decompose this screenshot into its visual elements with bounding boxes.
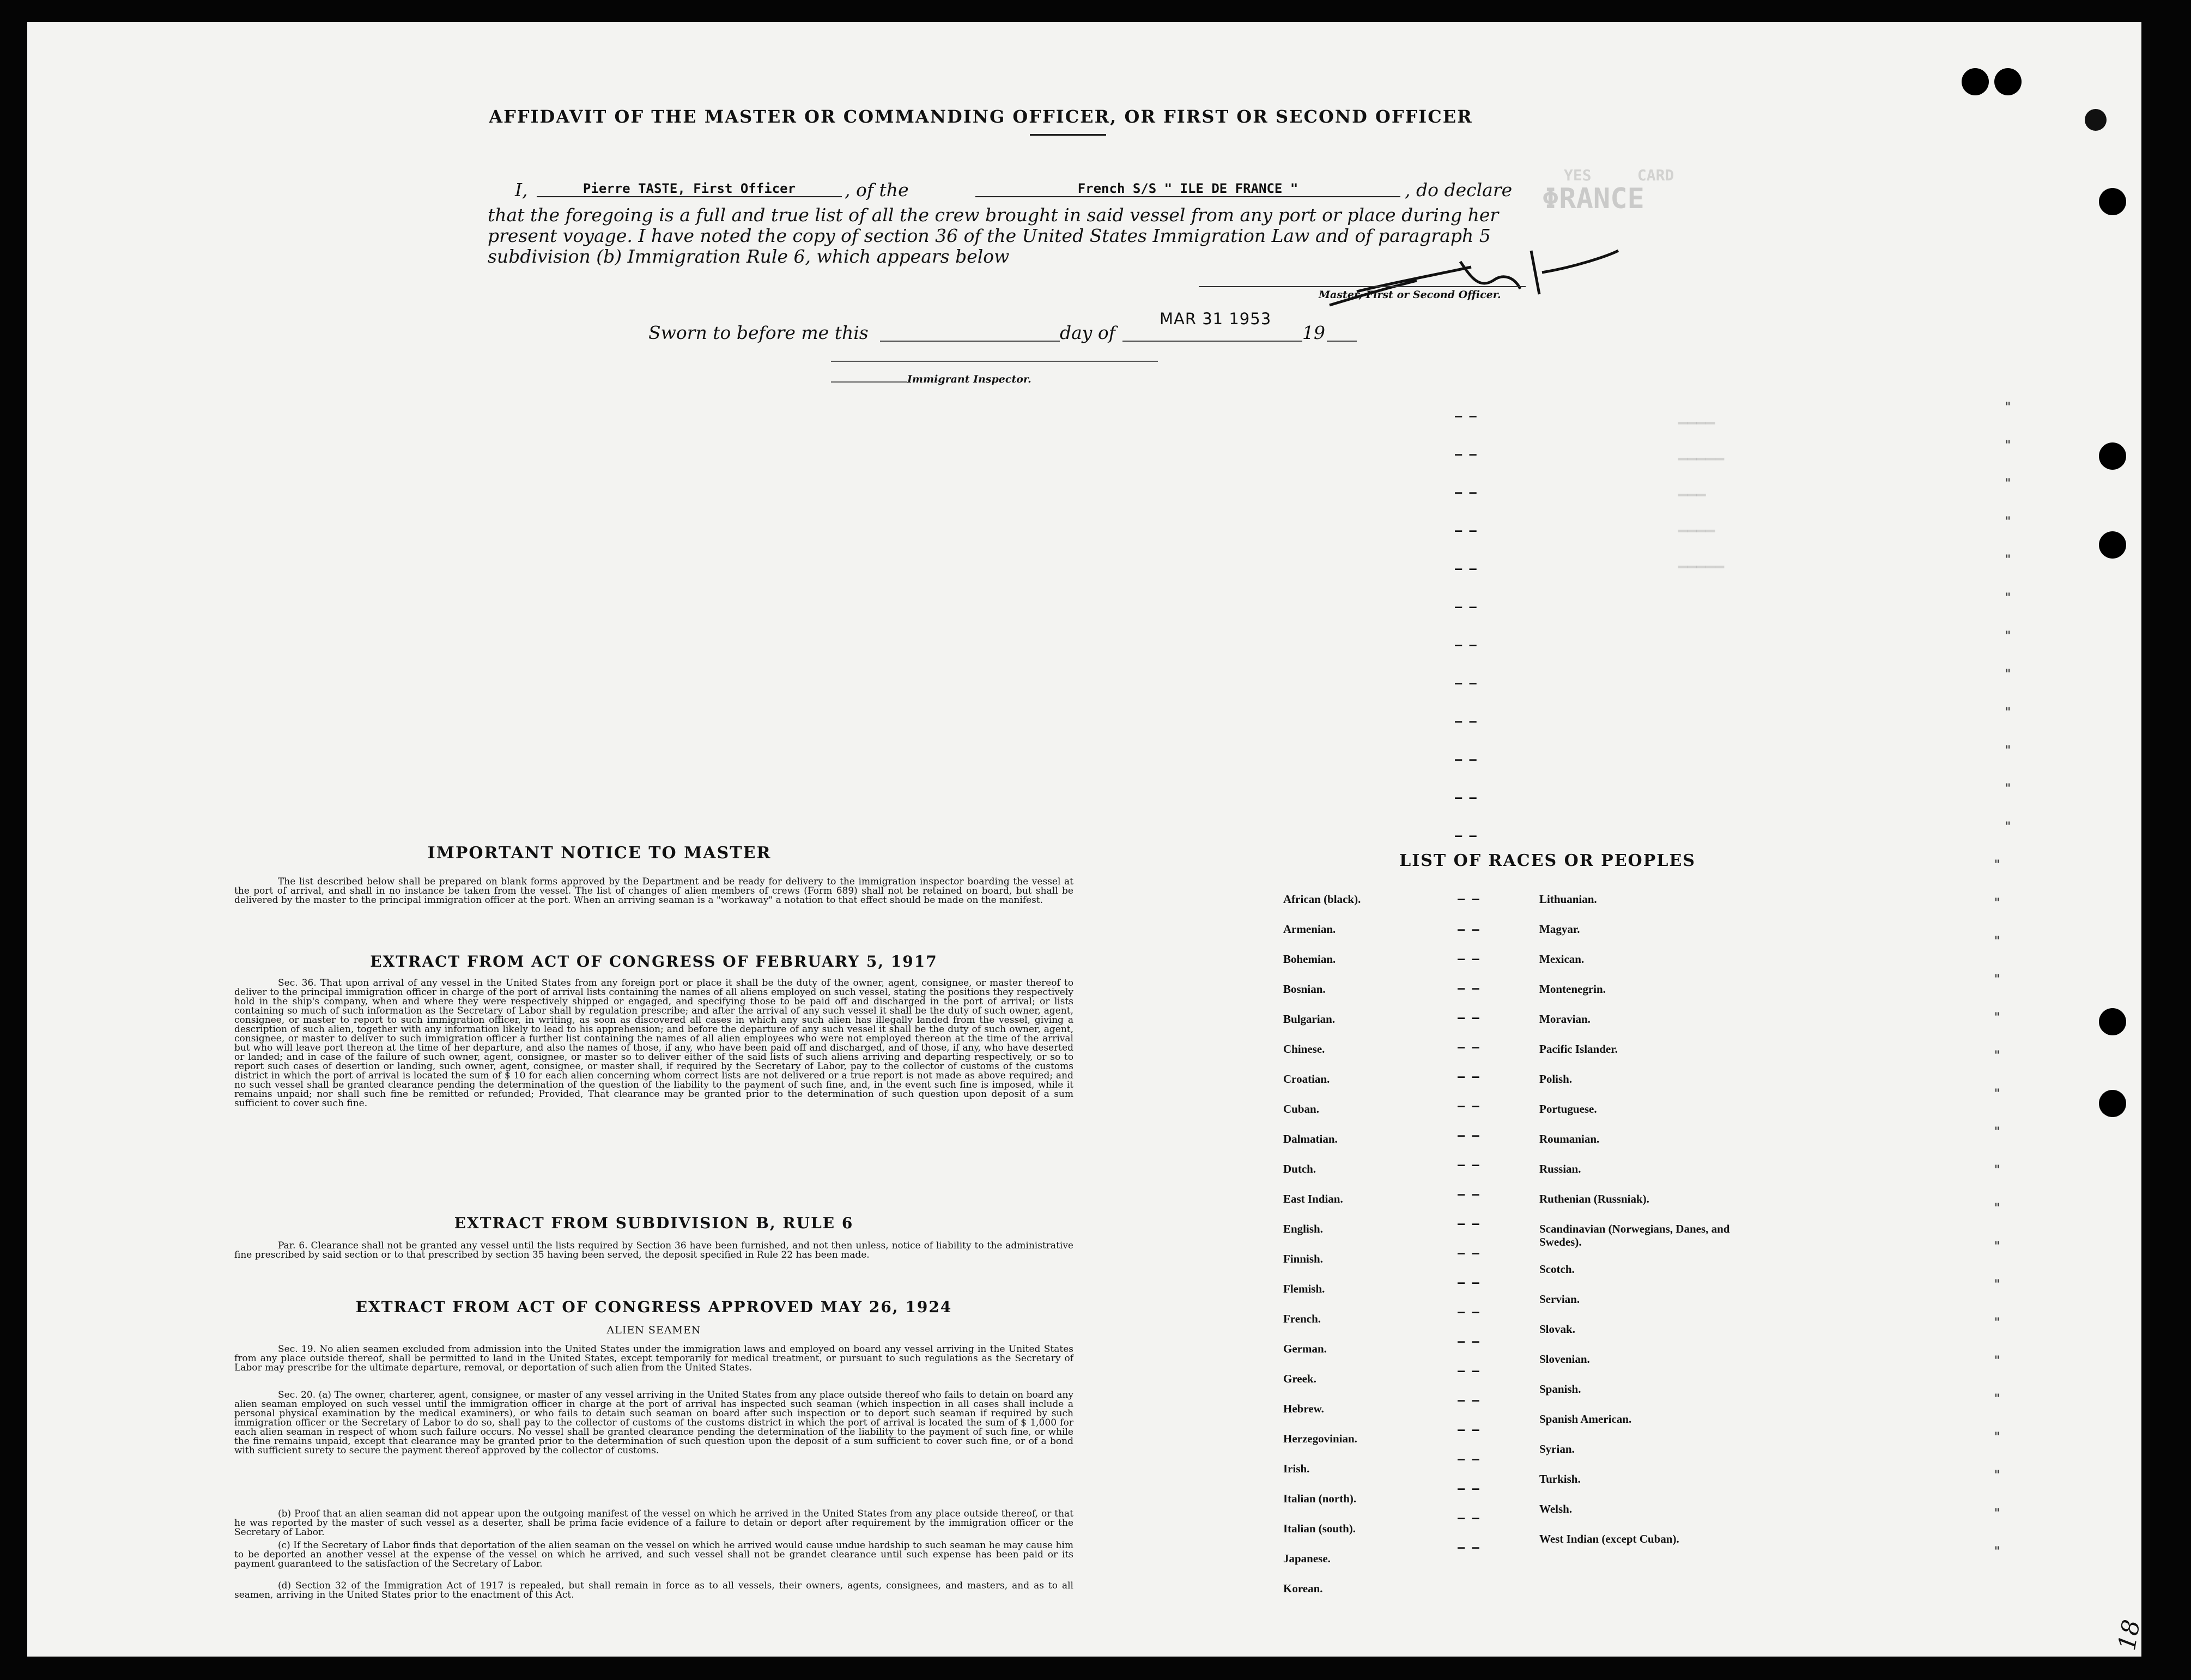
dash-mark: – – [1458,1247,1479,1260]
dash-mark: – – [1458,1217,1479,1231]
ditto-mark: " [1994,858,2000,872]
ditto-mark: " [2005,439,2011,452]
race-item: Japanese. [1283,1552,1331,1565]
race-item: West Indian (except Cuban). [1539,1532,1679,1545]
ditto-mark: " [2005,820,2011,834]
ditto-mark: " [1994,1011,2000,1024]
race-item: German. [1283,1342,1327,1355]
dash-mark: – – [1455,791,1477,805]
race-item: Bosnian. [1283,982,1326,996]
ditto-mark: " [2005,515,2011,529]
dash-mark: – – [1455,562,1477,576]
race-item: Lithuanian. [1539,893,1597,906]
year-line [1327,341,1357,342]
ditto-mark: " [1994,973,2000,986]
dash-mark: – – [1455,753,1477,767]
punch-hole [1994,68,2022,95]
declaration-do-declare: , do declare [1405,179,1513,201]
year-prefix: 19 [1302,322,1325,343]
faint-stamp: ΦRANCE [1542,183,1644,215]
punch-hole [2099,1008,2126,1035]
inspector-signature-line [831,361,1158,362]
punch-hole [2085,109,2107,131]
ditto-mark: " [2005,591,2011,605]
race-item: Ruthenian (Russniak). [1539,1192,1649,1205]
signature-mark [1324,229,1629,322]
ditto-mark: " [2005,629,2011,643]
extract-1924-sec20b: (b) Proof that an alien seaman did not appear upon the outgoing manifest of the vessel on which he arrived in the United States from any place outside thereof, or that he was reported by the master of such vessel as a deserter, shall be prima facie evidence of a failure to detain or deport after requirement by the immigration officer or the Secretary of Labor. [234,1508,1073,1538]
ditto-mark: " [1994,1278,2000,1291]
notice-title: IMPORTANT NOTICE TO MASTER [427,844,772,863]
race-item: Italian (south). [1283,1522,1356,1535]
signature-line [1199,286,1526,287]
race-item: Servian. [1539,1293,1580,1306]
dash-mark: – – [1458,1453,1479,1466]
dash-mark: – – [1458,1512,1479,1525]
race-item: Magyar. [1539,923,1580,936]
ditto-mark: " [2005,782,2011,796]
race-item: Armenian. [1283,923,1336,936]
extract-rule6-body: Par. 6. Clearance shall not be granted any vessel until the lists required by Section 36 have been furnished, and not then unless, notice of liability to the administrative fine prescribed by said section or to that prescribed by section 35 having been served, the deposit specified in Rule 22 has been made. [234,1240,1073,1260]
dash-mark: – – [1458,1335,1479,1349]
ditto-mark: " [1994,1125,2000,1139]
ditto-mark: " [1994,1545,2000,1558]
ditto-mark: " [2005,401,2011,414]
declaration-i: I, [515,179,528,201]
dash-mark: – – [1455,524,1477,538]
race-item: Moravian. [1539,1012,1591,1026]
sworn-label: Sworn to before me this [648,322,869,343]
ditto-mark: " [1994,1202,2000,1215]
officer-title-label: Master, First or Second Officer. [1319,289,1501,301]
dash-mark: – – [1458,1129,1479,1143]
dash-mark: – – [1455,601,1477,614]
race-item: Syrian. [1539,1442,1575,1455]
dash-mark: – – [1458,1159,1479,1172]
extract-1924-sec20c: (c) If the Secretary of Labor finds that deportation of the alien seaman on the vessel on which he arrived would cause undue hardship to such seaman he may cause him to be deported an another vessel at the expense of the vessel on which he arrived, and such vessel shall not be grandet clearance until such expense has been paid or its payment guaranteed to the satisfaction of the Secretary of Labor. [234,1540,1073,1569]
declaration-of-the: , of the [845,179,909,201]
race-item: Finnish. [1283,1252,1323,1265]
race-item: Hebrew. [1283,1402,1324,1415]
ditto-mark: " [2005,668,2011,681]
race-item: Bulgarian. [1283,1012,1336,1026]
dash-mark: – – [1458,1276,1479,1290]
race-item: Cuban. [1283,1102,1319,1115]
declaration-line-3: present voyage. I have noted the copy of section 36 of the United States Immigration Law and of paragraph 5 [488,225,1491,246]
dash-mark: – – [1455,829,1477,843]
notice-body: The list described below shall be prepared on blank forms approved by the Department and be ready for delivery to the immigration inspector boarding the vessel at the port of arrival, and shall in no instance be taken from the vessel. The list of changes of alien members of crews (Form 689) shall not be retained on board, but shall be delivered by the master to the principal immigration officer at the port. When an arriving seaman is a "workaway" a notation to that effect should be made on the manifest. [234,876,1073,906]
race-item: Slovenian. [1539,1353,1590,1366]
dash-mark: – – [1458,1100,1479,1113]
title-rule [1030,134,1106,136]
sworn-day-line [880,341,1060,342]
race-item: Slovak. [1539,1323,1575,1336]
race-item: Pacific Islander. [1539,1042,1618,1056]
dash-mark: – – [1455,677,1477,690]
extract-1924-subtitle: ALIEN SEAMEN [606,1324,701,1336]
race-item: Italian (north). [1283,1492,1357,1505]
sworn-month-line [1122,341,1302,342]
punch-hole [1962,68,1989,95]
ditto-mark: " [2005,553,2011,567]
race-item: African (black). [1283,893,1361,906]
dash-mark: – – [1458,1188,1479,1202]
bleed-through-header: YES CARD [1564,166,1674,184]
race-item: Scotch. [1539,1263,1575,1276]
dash-mark: – – [1455,410,1477,423]
race-item: Welsh. [1539,1502,1573,1515]
ditto-mark: " [2005,477,2011,490]
ditto-mark: " [1994,1354,2000,1368]
declaration-line-4: subdivision (b) Immigration Rule 6, which appears below [488,246,1010,267]
inspector-lead-line [831,381,907,383]
ditto-mark: " [1994,896,2000,910]
ditto-mark: " [1994,1163,2000,1177]
day-of-label: day of [1060,322,1116,343]
page-number: 18 [2113,1617,2146,1653]
race-item: Spanish American. [1539,1412,1632,1426]
extract-1924-title: EXTRACT FROM ACT OF CONGRESS APPROVED MAY 26, 1924 [355,1298,952,1316]
race-item: Chinese. [1283,1042,1325,1056]
ditto-mark: " [2005,706,2011,719]
extract-1924-sec19: Sec. 19. No alien seamen excluded from admission into the United States under the immigration laws and employed on board any vessel arriving in the United States from any place outside thereof, shall be permitted to land in the United States, except temporarily for medical treatment, or pursuant to such regulations as the Secretary of Labor may prescribe for the ultimate departure, removal, or deportation of such alien from the United States. [234,1344,1073,1373]
punch-hole [2099,531,2126,559]
race-item: East Indian. [1283,1192,1343,1205]
ditto-mark: " [1994,1049,2000,1063]
extract-rule6-title: EXTRACT FROM SUBDIVISION B, RULE 6 [454,1214,854,1232]
dash-mark: – – [1455,448,1477,462]
vessel-name-field: French S/S " ILE DE FRANCE " [975,181,1400,197]
extract-1924-sec20d: (d) Section 32 of the Immigration Act of 1917 is repealed, but shall remain in force as to all vessels, their owners, agents, consignees, and masters, and as to all seamen, arriving in the United States prior to the enactment of this Act. [234,1580,1073,1600]
ditto-mark: " [1994,935,2000,948]
dash-mark: – – [1458,1482,1479,1496]
race-item: Roumanian. [1539,1132,1600,1145]
bleed-through-column: ━━━━ ━━━━━ ━━━ ━━━━ ━━━━━ [1678,414,1725,576]
race-item: Montenegrin. [1539,982,1606,996]
dash-mark: – – [1458,1306,1479,1319]
document-page [27,22,2146,1657]
punch-hole [2099,188,2126,215]
dash-mark: – – [1455,639,1477,652]
race-item: Herzegovinian. [1283,1432,1357,1445]
race-item: French. [1283,1312,1321,1325]
race-item: Polish. [1539,1072,1573,1085]
dash-mark: – – [1458,1364,1479,1378]
dash-mark: – – [1458,982,1479,996]
ditto-mark: " [1994,1316,2000,1330]
ditto-mark: " [1994,1507,2000,1520]
inspector-label: Immigrant Inspector. [907,373,1031,385]
dash-mark: – – [1458,1070,1479,1084]
ditto-mark: " [1994,1240,2000,1253]
extract-1924-sec20a: Sec. 20. (a) The owner, charterer, agent, consignee, or master of any vessel arriving in the United States from any place outside thereof who fails to detain on board any alien seaman employed on such vessel until the immigration officer in charge at the port of arrival has inspected such seaman (which inspection in all cases shall include a personal physical examination by the medical examiners), or who fails to detain such seaman on board after such inspection or to deport such seaman if required by such immigration officer or the Secretary of Labor to do so, shall pay to the collector of customs of the customs district in which the port of arrival is located the sum of $ 1,000 for each alien seaman in respect of whom such failure occurs. No vessel shall be granted clearance pending the determination of the liability to the payment of such fine, or while the fine remains unpaid, except that clearance may be granted prior to the determination of such question upon the deposit of a sum sufficient to cover such fine, or of a bond with sufficient surety to secure the payment thereof approved by the collector of customs. [234,1390,1073,1456]
ditto-mark: " [1994,1469,2000,1482]
dash-mark: – – [1458,953,1479,966]
dash-mark: – – [1458,1011,1479,1025]
officer-name-field: Pierre TASTE, First Officer [537,181,842,197]
punch-hole [2099,442,2126,470]
race-item: Spanish. [1539,1382,1581,1396]
dash-mark: – – [1458,1541,1479,1555]
race-item: Flemish. [1283,1282,1325,1295]
dash-mark: – – [1458,1041,1479,1054]
dash-mark: – – [1455,486,1477,500]
dash-mark: – – [1458,1423,1479,1437]
race-item: Greek. [1283,1372,1316,1385]
punch-hole [2099,1090,2126,1117]
extract-1917-body: Sec. 36. That upon arrival of any vessel in the United States from any foreign port or place it shall be the duty of the owner, agent, consignee, or master thereof to deliver to the principal immigration officer in charge of the port of arrival lists containing the names of all aliens employed on such vessel, stating the positions they respectively hold in the ship's company, when and where they were respectively shipped or engaged, and specifying those to be paid off and discharged in the port of arrival; or lists containing so much of such information as the Secretary of Labor shall by regulation prescribe; and after the arrival of any such vessel it shall be the duty of such owner, agent, consignee, or master to report to such immigration officer, in writing, as soon as discovered all cases in which any such alien has illegally landed from the vessel, giving a description of such alien, together with any information likely to lead to his apprehension; and before the departure of any such vessel it shall be the duty of such owner, agent, consignee, or master to deliver to such immigration officer a further list containing the names of all alien employees who were not employed thereon at the time of the arrival but who will leave port thereon at the time of her departure, and also the names of those, if any, who have been paid off and discharged, and of those, if any, who have deserted or landed; and in case of the failure of such owner, agent, consignee, or master so to deliver either of the said lists of such aliens arriving and departing respectively, or so to report such cases of desertion or landing, such owner, agent, consignee, or master shall, if required by the Secretary of Labor, pay to the collector of customs of the customs district in which the port of arrival is located the sum of $ 10 for each alien concerning whom correct lists are not delivered or a true report is not made as above required; and no such vessel shall be granted clearance pending the determination of the question of the liability to the payment of such fine, and, in the event such fine is imposed, while it remains unpaid; nor shall such fine be remitted or refunded; Provided, That clearance may be granted prior to the determination of such question upon deposit of a sum sufficient to cover such fine. [234,978,1073,1109]
extract-1917-title: EXTRACT FROM ACT OF CONGRESS OF FEBRUARY 5, 1917 [370,953,938,971]
race-item: Irish. [1283,1462,1310,1475]
race-item: Korean. [1283,1582,1323,1595]
affidavit-title: AFFIDAVIT OF THE MASTER OR COMMANDING OFFICER, OR FIRST OR SECOND OFFICER [489,106,1473,127]
dash-mark: – – [1458,923,1479,937]
races-title: LIST OF RACES OR PEOPLES [1399,851,1696,870]
dash-mark: – – [1455,715,1477,729]
dash-mark: – – [1458,893,1479,906]
race-item: Portuguese. [1539,1102,1597,1115]
race-item: Croatian. [1283,1072,1330,1085]
ditto-mark: " [1994,1392,2000,1406]
race-item: Dutch. [1283,1162,1316,1175]
race-item: Turkish. [1539,1472,1581,1485]
declaration-line-2: that the foregoing is a full and true list of all the crew brought in said vessel from any port or place during her [488,204,1499,226]
ditto-mark: " [1994,1430,2000,1444]
race-item: Dalmatian. [1283,1132,1338,1145]
race-item: Scandinavian (Norwegians, Danes, and Swedes). [1539,1222,1730,1248]
date-stamp: MAR 31 1953 [1160,310,1272,328]
ditto-mark: " [1994,1087,2000,1101]
dash-mark: – – [1458,1394,1479,1408]
race-item: Mexican. [1539,953,1585,966]
ditto-mark: " [2005,744,2011,757]
race-item: English. [1283,1222,1323,1235]
race-item: Bohemian. [1283,953,1336,966]
race-item: Russian. [1539,1162,1581,1175]
